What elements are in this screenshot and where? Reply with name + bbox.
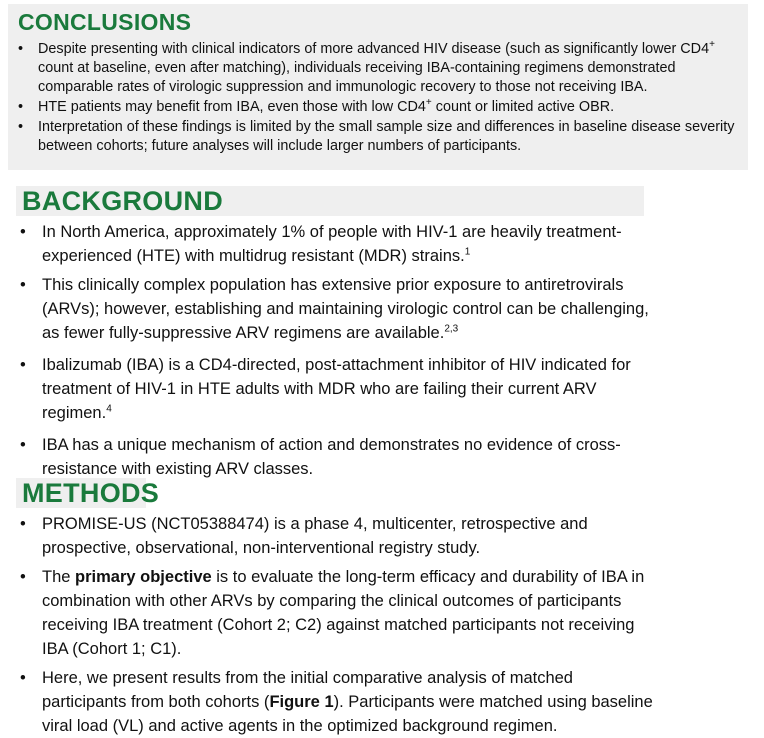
background-heading: BACKGROUND — [22, 186, 223, 216]
bullet: • — [18, 99, 24, 115]
item-text: Ibalizumab (IBA) is a CD4-directed, post-attachment inhibitor of HIV indicated for treatment of HIV-1 in HTE adults with MDR who are failing their current ARV regimen. — [42, 356, 631, 422]
bullet: • — [18, 119, 24, 135]
item-text: Interpretation of these findings is limited by the small sample size and differences in baseline disease severity between cohorts; future analyses will include larger numbers of participants. — [38, 119, 735, 154]
superscript: 4 — [106, 403, 112, 415]
conclusions-section — [8, 4, 748, 170]
bold-text: Figure 1 — [269, 693, 334, 711]
bullet: • — [20, 223, 26, 241]
item-text: IBA has a unique mechanism of action and demonstrates no evidence of cross-resistance with existing ARV classes. — [42, 436, 621, 478]
conclusions-heading: CONCLUSIONS — [18, 9, 192, 35]
item-text: The — [42, 568, 76, 586]
item-text: This clinically complex population has extensive prior exposure to antiretrovirals (ARVs); however, establishing and maintaining virologic control can be challenging, as fewer fully-suppressive ARV regimens are available. — [42, 276, 649, 342]
conclusions-list — [8, 40, 744, 157]
list-item — [8, 98, 744, 117]
item-text: count or limited active OBR. — [431, 99, 615, 115]
bullet: • — [20, 669, 26, 687]
background-heading-bar — [16, 186, 644, 216]
list-item — [16, 512, 656, 560]
bold-text: primary objective — [75, 568, 212, 586]
item-text: PROMISE-US (NCT05388474) is a phase 4, multicenter, retrospective and prospective, observational, non-interventional registry study. — [42, 515, 588, 557]
bullet: • — [20, 515, 26, 533]
bullet: • — [20, 276, 26, 294]
item-text: count at baseline, even after matching), individuals receiving IBA-containing regimens demonstrated comparable rates of virologic suppression and immunologic recovery to those not receiving IBA. — [38, 60, 676, 95]
list-item — [8, 118, 744, 156]
item-text: Here, we present results from the initial comparative analysis of matched participants from both cohorts ( — [42, 669, 573, 711]
item-text: is to evaluate the long-term efficacy and durability of IBA in combination with other ARVs by comparing the clinical outcomes of participants receiving IBA treatment (Cohort 2; C2) against matched participants not receiving IBA (Cohort 1; C1). — [42, 568, 645, 658]
bullet: • — [20, 568, 26, 586]
list-item — [16, 220, 656, 268]
list-item — [16, 565, 656, 661]
list-item — [16, 433, 656, 481]
item-text: HTE patients may benefit from IBA, even those with low CD4 — [38, 99, 426, 115]
list-item — [16, 353, 656, 425]
superscript: 2,3 — [444, 323, 459, 335]
list-item — [16, 273, 656, 345]
background-list — [16, 220, 656, 481]
bullet: • — [20, 436, 26, 454]
methods-list — [16, 512, 656, 738]
item-text: In North America, approximately 1% of people with HIV-1 are heavily treatment-experienced (HTE) with multidrug resistant (MDR) strains. — [42, 223, 622, 265]
list-item — [8, 40, 744, 97]
methods-heading-bar — [16, 478, 160, 508]
superscript: + — [425, 97, 432, 109]
item-text: ). Participants were matched using baseline viral load (VL) and active agents in the optimized background regimen. — [42, 693, 653, 735]
list-item — [16, 666, 656, 738]
superscript: + — [709, 39, 715, 51]
bullet: • — [20, 356, 26, 374]
bullet: • — [18, 41, 24, 57]
item-text: Despite presenting with clinical indicators of more advanced HIV disease (such as significantly lower CD4 — [38, 41, 710, 57]
methods-heading: METHODS — [22, 478, 160, 508]
superscript: 1 — [464, 246, 471, 258]
